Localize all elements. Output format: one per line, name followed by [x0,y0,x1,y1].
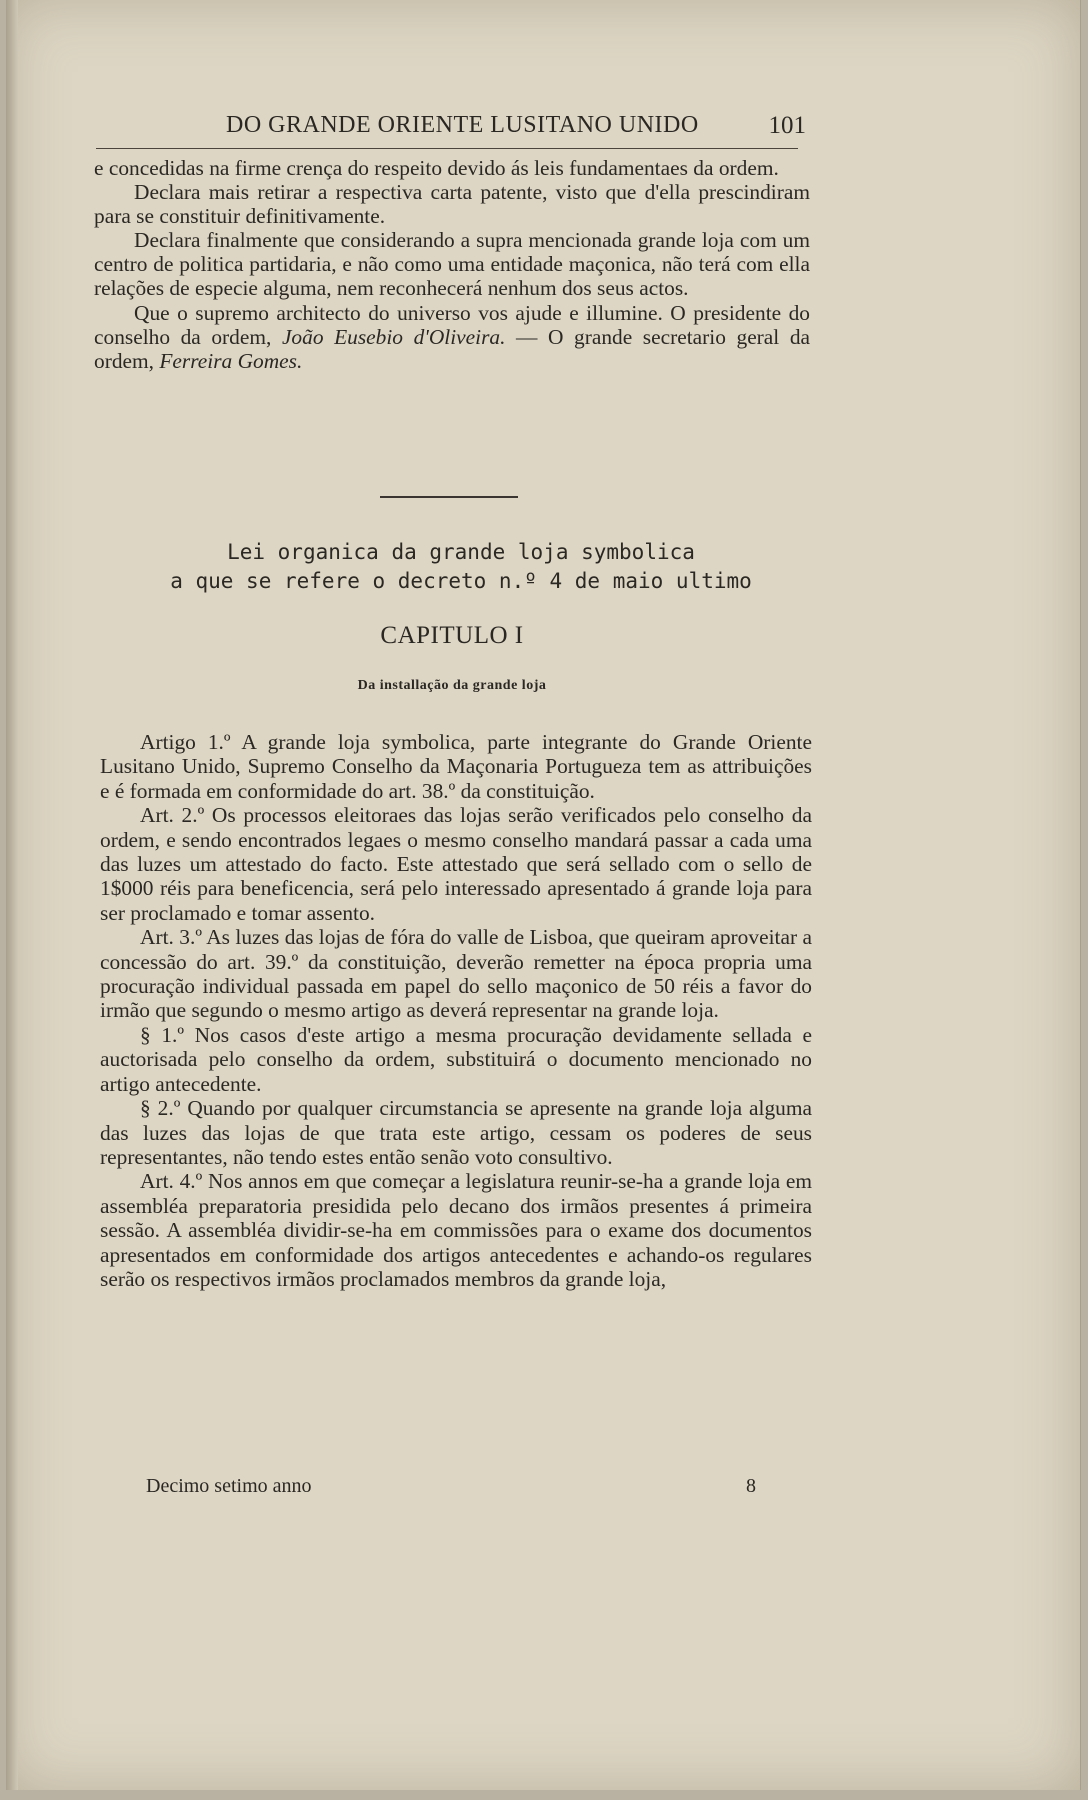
article-paragraph: Art. 3.º As luzes das lojas de fóra do valle de Lisboa, que queiram aproveitar a concessão do art. 39.º da constituição, deverão remetter na época propria uma procuração individual passada em papel do sello maçonico de 50 réis a favor do irmão que segundo o mesmo artigo as deverá representar na grande loja. [100,925,812,1023]
intro-text [94,156,810,373]
president-name: João Eusebio d'Oliveira. [281,324,506,349]
document-page [6,0,1081,1790]
article-paragraph: Art. 4.º Nos annos em que começar a legislatura reunir-se-ha a grande loja em assembléa preparatoria presidida pelo decano dos irmãos presentes á primeira sessão. A assembléa dividir-se-ha em commissões para o exame dos documentos apresentados em conformidade dos artigos antecedentes e achando-os regulares serão os respectivos irmãos proclamados membros da grande loja, [100,1169,812,1291]
secretary-name: Ferreira Gomes. [159,348,303,373]
article-paragraph: Artigo 1.º A grande loja symbolica, parte integrante do Grande Oriente Lusitano Unido, Supremo Conselho da Maçonaria Portugueza tem as attribuições e é formada em conformidade do art. 38.º da constituição. [100,730,812,803]
law-title [116,538,806,596]
page-edge [6,0,18,1790]
intro-paragraph: Declara mais retirar a respectiva carta patente, visto que d'ella prescindiram para se constituir definitivamente. [94,180,810,229]
article-paragraph: § 1.º Nos casos d'este artigo a mesma procuração devidamente sellada e auctorisada pelo conselho da ordem, substituirá o documento mencionado no artigo antecedente. [100,1022,812,1096]
intro-paragraph-signature [94,301,810,373]
law-title-line: Lei organica da grande loja symbolica [227,540,695,564]
section-heading: Da installação da grande loja [357,678,547,693]
chapter-heading: CAPITULO I [380,622,524,649]
header-title: DO GRANDE ORIENTE LUSITANO UNIDO [226,112,699,138]
article-paragraph: Art. 2.º Os processos eleitoraes das lojas serão verificados pelo conselho da ordem, e sendo encontrados legaes o mesmo conselho mandará passar a cada uma das luzes um attestado do facto. Este attestado que será sellado com o sello de 1$000 réis para beneficencia, será pelo interessado apresentado á grande loja para ser proclamado e tomar assento. [100,803,812,925]
article-paragraph: § 2.º Quando por qualquer circumstancia se apresente na grande loja alguma das luzes das lojas de que trata este artigo, cessam os poderes de seus representantes, não tendo estes então senão voto consultivo. [100,1096,812,1169]
section-divider [380,496,518,498]
header-rule [96,148,798,149]
intro-paragraph: Declara finalmente que considerando a supra mencionada grande loja com um centro de politica partidaria, e não como uma entidade maçonica, não terá com ella relações de especie alguma, nem reconhecerá nenhum dos seus actos. [94,228,810,301]
closing-text-mid: — O grande secretario geral da ordem, [94,324,811,373]
sheet-number: 8 [746,1475,756,1497]
law-title-line: a que se refere o decreto n.º 4 de maio ultimo [170,569,752,593]
articles-text [100,730,812,1291]
signature-mark: Decimo setimo anno [146,1475,312,1497]
page-number: 101 [768,112,806,139]
running-header [96,108,806,148]
intro-paragraph: e concedidas na firme crença do respeito devido ás leis fundamentaes da ordem. [94,156,779,180]
closing-text: Que o supremo architecto do universo vos ajude e illumine. O presidente do conselho da ordem, [94,300,810,349]
